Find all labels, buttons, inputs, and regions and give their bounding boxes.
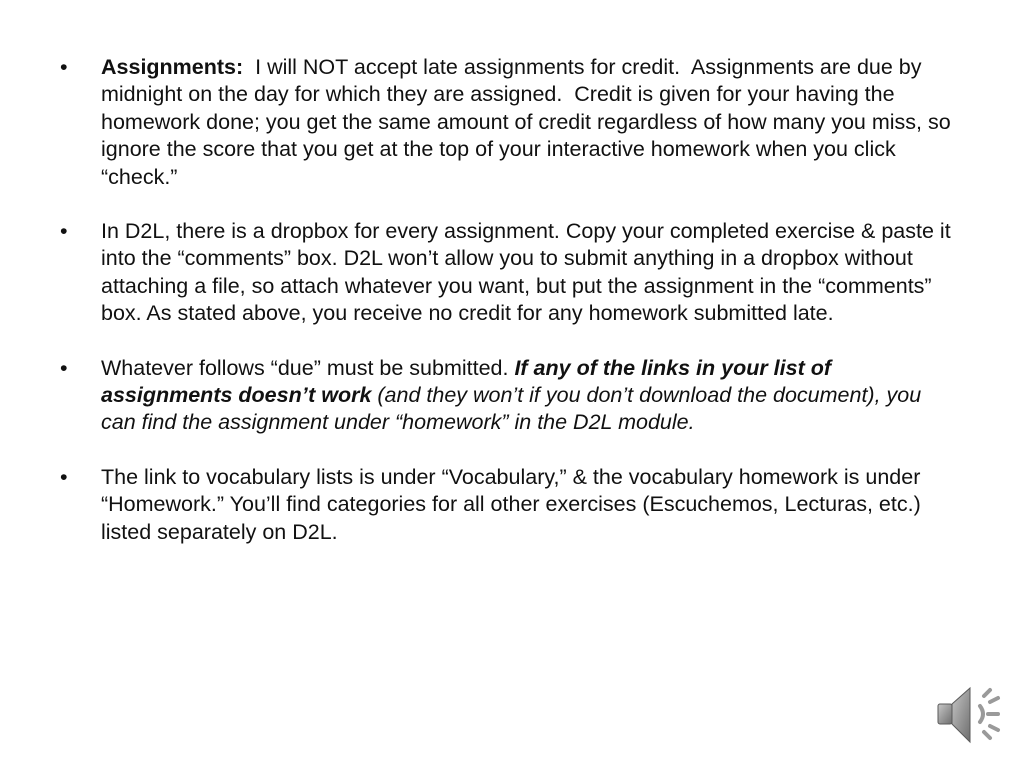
speaker-icon[interactable] — [934, 682, 1006, 748]
bullet-text-emphasis: If any of the links in your list of assignments doesn’t work — [101, 355, 832, 408]
bullet-text: The link to vocabulary lists is under “Vocabulary,” & the vocabulary homework is under “Homework.” You’ll find categories for all other exercises (Escuchemos, Lecturas, etc.) listed separately on D2L. — [101, 464, 921, 544]
bullet-marker: • — [60, 219, 68, 244]
bullet-due — [60, 355, 960, 437]
bullet-marker: • — [60, 464, 68, 489]
bullet-marker: • — [60, 355, 68, 380]
bullet-dropbox — [60, 218, 960, 328]
bullet-text-italic: (and they won’t if you don’t download the document), you can find the assignment under “homework” in the D2L module. — [101, 383, 922, 435]
bullet-text-plain: Whatever follows “due” must be submitted. — [101, 355, 515, 380]
bullet-vocabulary — [60, 464, 960, 546]
bullet-text: I will NOT accept late assignments for credit. Assignments are due by midnight on the day for which they are assigned. Credit is given for your having the homework done; you get the same amount of credit regardless of how many you miss, so ignore the score that you get at the top of your interactive homework when you click “check.” — [101, 55, 957, 189]
bullet-marker: • — [60, 55, 68, 79]
bullet-text: In D2L, there is a dropbox for every assignment. Copy your completed exercise & paste it into the “comments” box. D2L won’t allow you to submit anything in a dropbox without attaching a file, so attach whatever you want, but put the assignment in the “comments” box. As stated above, you receive no credit for any homework submitted late. — [101, 219, 951, 326]
bullet-assignments — [60, 54, 960, 191]
bullet-label-assignments: Assignments: — [101, 55, 244, 79]
bullet-list — [60, 54, 960, 573]
